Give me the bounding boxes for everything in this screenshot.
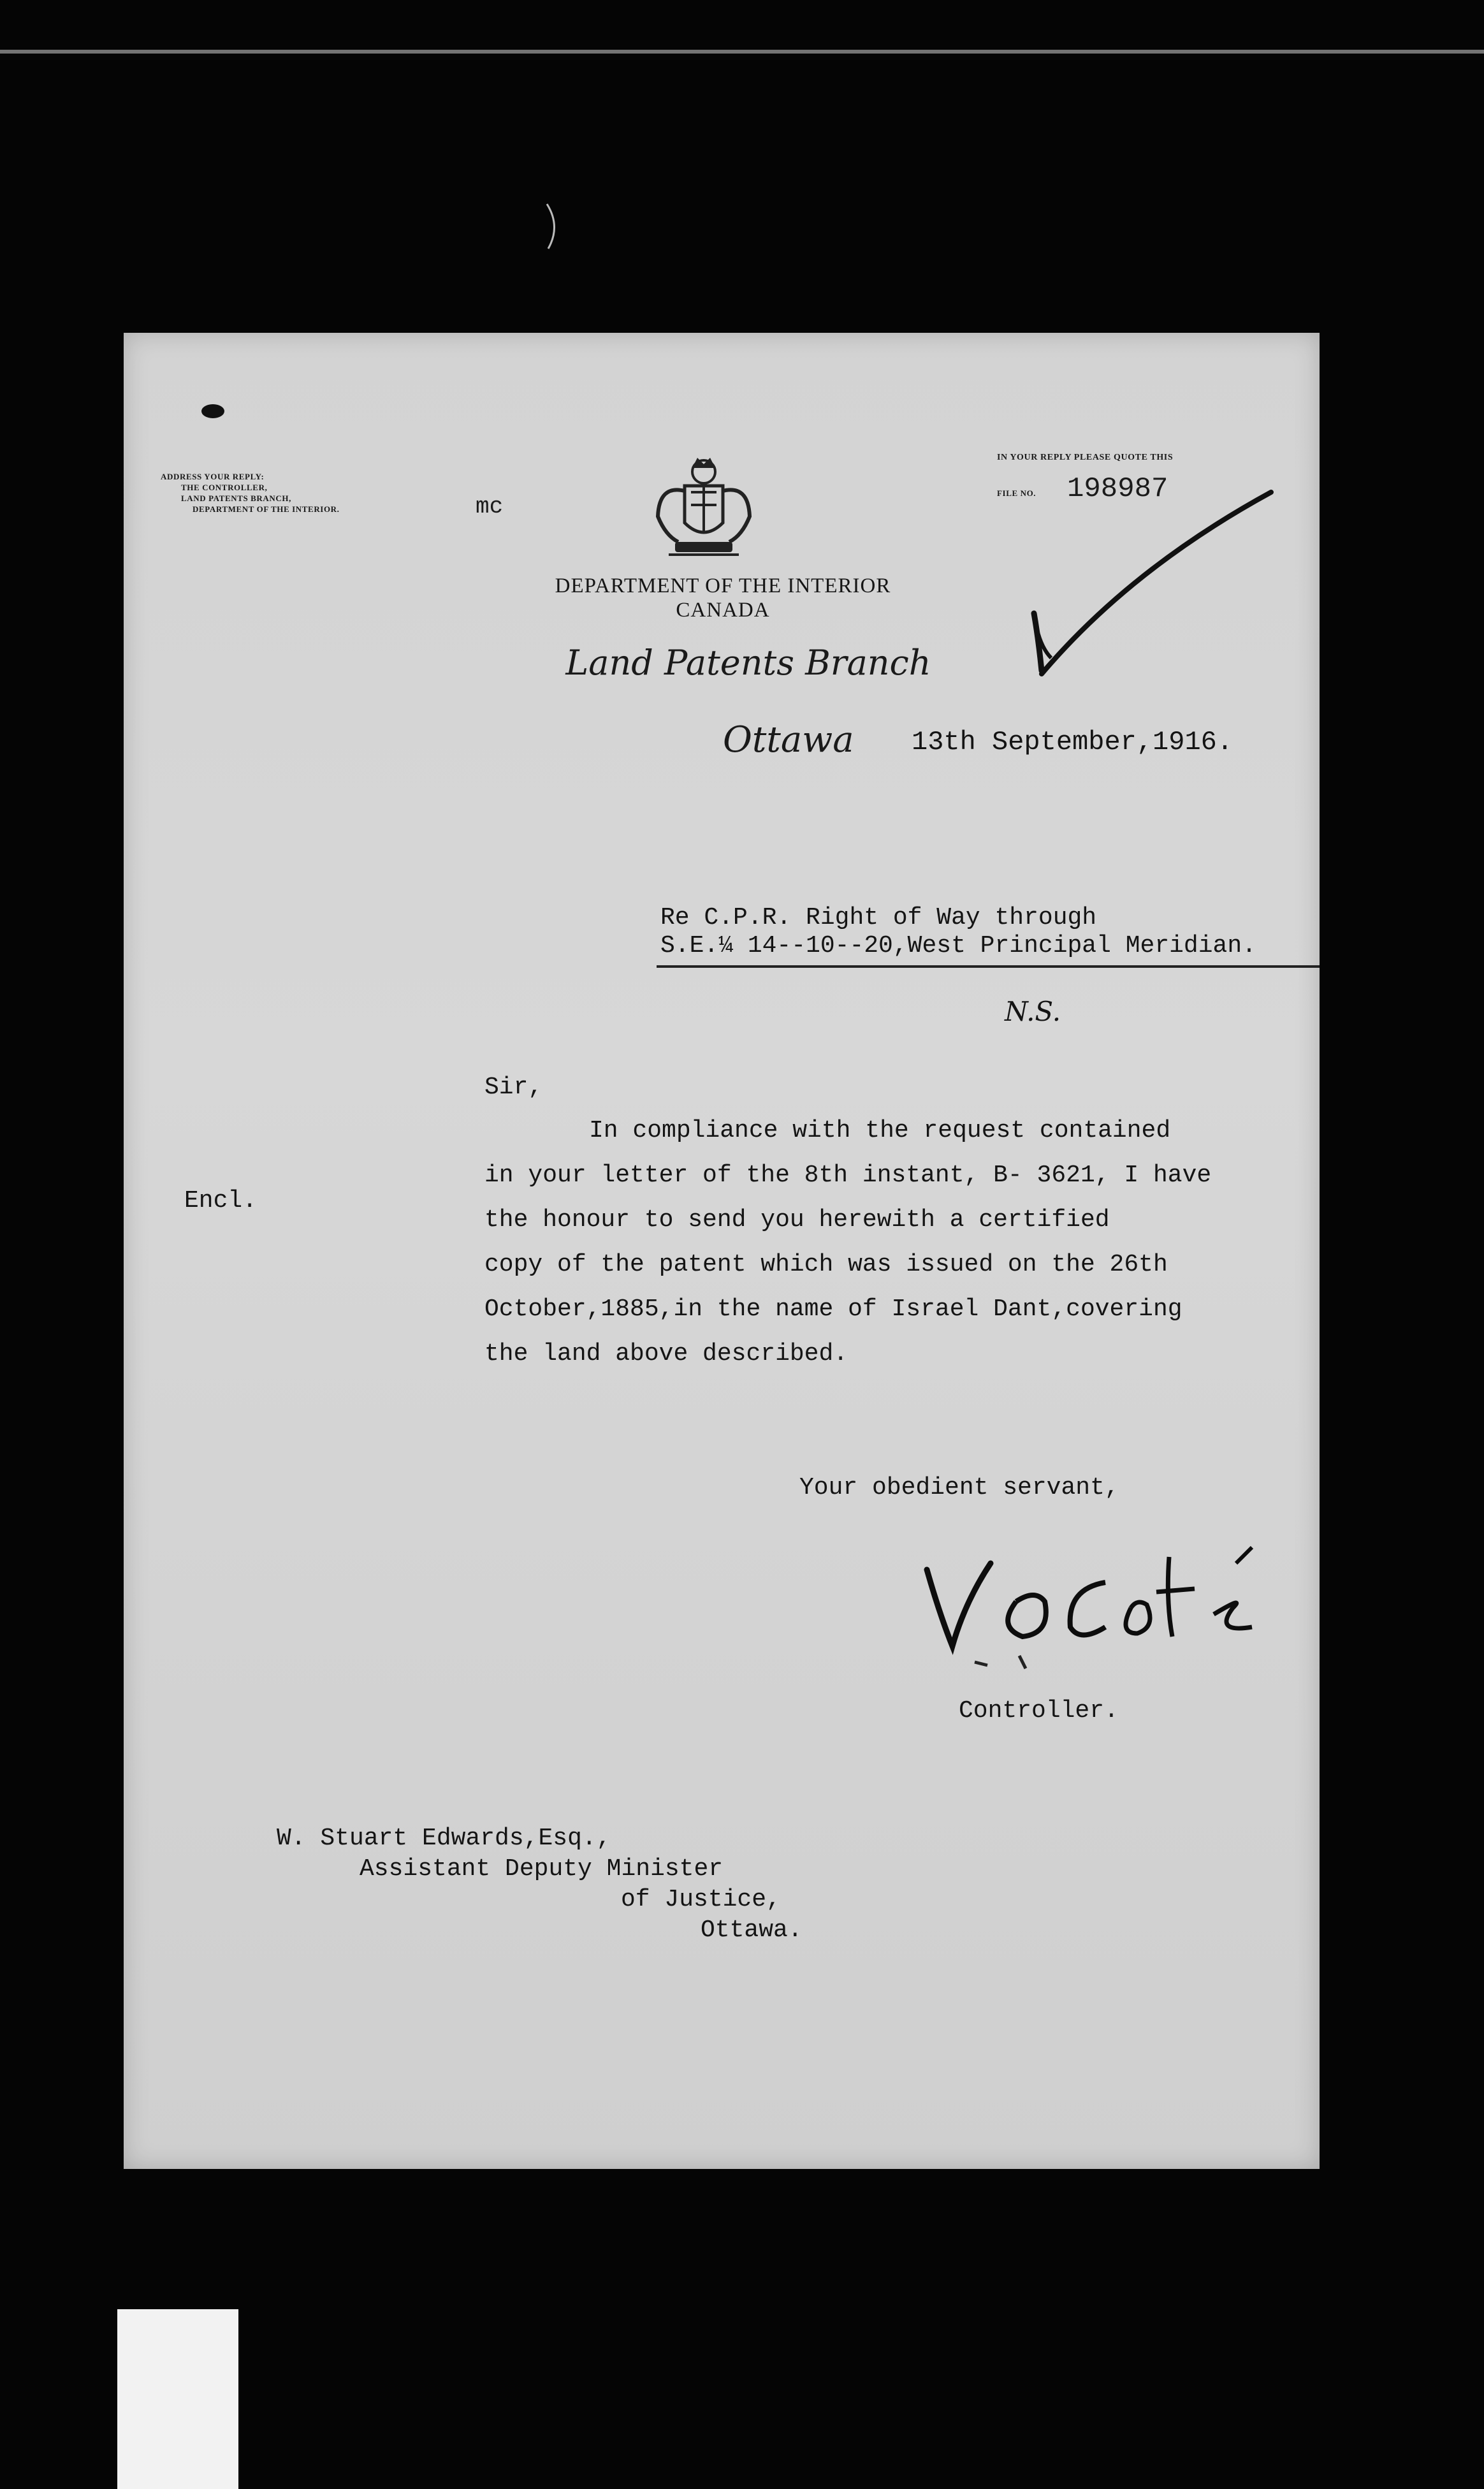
reply-address-line: THE CONTROLLER,	[181, 483, 268, 492]
signatory-title: Controller.	[959, 1697, 1119, 1725]
valediction: Your obedient servant,	[799, 1474, 1119, 1501]
subject-line: Re C.P.R. Right of Way through	[660, 904, 1097, 931]
coat-of-arms-icon	[640, 446, 767, 567]
place-name: Ottawa	[723, 719, 854, 761]
film-label-chip	[117, 2309, 238, 2489]
department-name: DEPARTMENT OF THE INTERIOR	[555, 574, 891, 597]
film-edge-line	[0, 50, 1484, 54]
recipient-line: Ottawa.	[701, 1916, 803, 1944]
body-line: the honour to send you herewith a certified	[484, 1206, 1110, 1234]
department-heading	[506, 574, 940, 622]
reply-address-line: LAND PATENTS BRANCH,	[181, 493, 291, 503]
body-line: In compliance with the request contained	[589, 1117, 1171, 1144]
check-mark-icon	[1003, 467, 1297, 709]
country-name: CANADA	[676, 599, 770, 622]
file-number: 198987	[1067, 473, 1168, 505]
handwritten-annotation: N.S.	[1005, 996, 1061, 1027]
enclosure-note: Encl.	[184, 1187, 258, 1215]
recipient-line: of Justice,	[621, 1886, 781, 1913]
stray-mark-icon	[542, 201, 567, 252]
file-number-label: FILE NO.	[997, 488, 1037, 498]
body-line: in your letter of the 8th instant, B- 3621, I have	[484, 1162, 1212, 1189]
salutation: Sir,	[484, 1074, 543, 1101]
punch-hole-icon	[199, 402, 227, 421]
subject-underline	[657, 965, 1320, 968]
recipient-line: W. Stuart Edwards,Esq.,	[277, 1825, 611, 1852]
typist-initials: mc	[476, 493, 504, 520]
letter-sheet	[124, 333, 1320, 2169]
recipient-line: Assistant Deputy Minister	[360, 1855, 724, 1883]
signature-image	[914, 1525, 1309, 1678]
quote-instruction: IN YOUR REPLY PLEASE QUOTE THIS	[997, 453, 1174, 462]
subject-line: S.E.¼ 14--10--20,West Principal Meridian.	[660, 932, 1256, 960]
body-line: October,1885,in the name of Israel Dant,covering	[484, 1296, 1182, 1323]
reply-address-line: DEPARTMENT OF THE INTERIOR.	[193, 504, 340, 514]
body-line: copy of the patent which was issued on the 26th	[484, 1251, 1168, 1278]
letter-date: 13th September,1916.	[912, 727, 1233, 757]
reply-address-line: ADDRESS YOUR REPLY:	[161, 472, 265, 481]
branch-name: Land Patents Branch	[565, 643, 931, 683]
body-line: the land above described.	[484, 1340, 848, 1368]
